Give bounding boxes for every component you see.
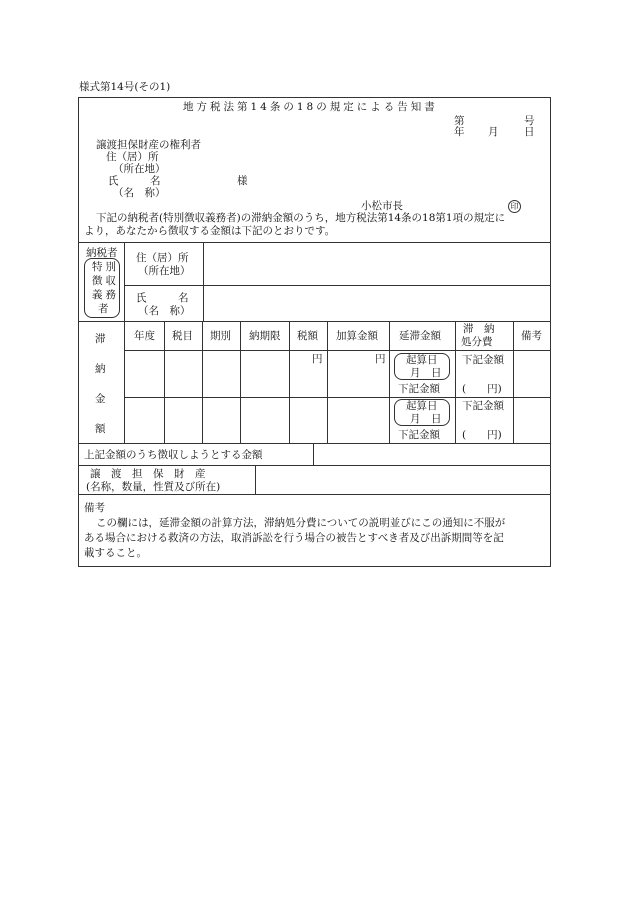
remarks-line-3: 載すること。 (84, 547, 147, 559)
disposition-below-amount: 下記金額 (462, 354, 504, 366)
divider (78, 494, 551, 495)
header-remarks: 備考 (521, 330, 542, 342)
disposition-below-amount: 下記金額 (462, 400, 504, 412)
taxpayer-address-label: 住（居）所 (136, 252, 189, 264)
recipient-heading: 譲渡担保財産の権利者 (96, 139, 201, 151)
collateral-label: 譲 渡 担 保 財 産 (90, 468, 206, 480)
column-divider (202, 321, 203, 443)
taxpayer-label-line: 徴収 (92, 275, 119, 287)
divider (124, 397, 551, 398)
taxpayer-address-sub: （所在地） (138, 265, 191, 277)
column-divider (455, 321, 456, 443)
tax-amount-unit: 円 (312, 353, 323, 365)
remarks-line-1: この欄には，延滞金額の計算方法，滞納処分費についての説明並びにこの通知に不服が (96, 517, 506, 529)
start-date-month-day: 月 日 (410, 367, 442, 379)
header-fiscal-year: 年度 (134, 330, 155, 342)
header-tax-item: 税目 (172, 330, 193, 342)
disposition-yen: ( 円) (462, 383, 502, 395)
number-go: 号 (524, 115, 535, 127)
collateral-sub: (名称，数量，性質及び所在) (86, 481, 221, 493)
divider (78, 465, 551, 466)
taxpayer-name-sub: （名 称） (138, 305, 191, 317)
recipient-sama: 様 (237, 175, 248, 187)
divider (78, 443, 551, 444)
issuer-title: 小松市長 (361, 200, 403, 212)
delinquency-below-amount: 下記金額 (398, 429, 440, 441)
remarks-heading: 備考 (84, 502, 105, 514)
column-divider (255, 465, 256, 494)
seal-icon: 印 (508, 200, 521, 213)
number-dai: 第 (454, 115, 465, 127)
divider (78, 321, 551, 322)
recipient-address-sub: （所在地） (113, 163, 166, 175)
disposition-yen: ( 円) (462, 429, 502, 441)
recipient-name-sub: （名 称） (113, 187, 166, 199)
divider (124, 285, 551, 286)
delinquency-below-amount: 下記金額 (398, 383, 440, 395)
column-divider (203, 242, 204, 321)
start-date-month-day: 月 日 (410, 413, 442, 425)
header-due-date: 納期限 (249, 330, 281, 342)
header-disposition-cost: 滞 納 (463, 323, 495, 335)
collect-amount-label: 上記金額のうち徴収しようとする金額 (84, 449, 263, 461)
recipient-address-label: 住（居）所 (106, 151, 159, 163)
column-divider (513, 321, 514, 443)
taxpayer-label-line: 特別 (92, 261, 119, 273)
taxpayer-label: 納税者 (86, 247, 118, 259)
taxpayer-label-line: 義務 (92, 289, 119, 301)
column-divider (164, 321, 165, 443)
document-title: 地方税法第14条の18の規定による告知書 (183, 101, 438, 113)
column-divider (240, 321, 241, 443)
start-date-label: 起算日 (406, 354, 438, 366)
column-divider (313, 443, 314, 465)
column-divider (124, 242, 125, 443)
date-month: 月 (488, 126, 499, 138)
notice-text-line-1: 下記の納税者(特別徴収義務者)の滞納金額のうち，地方税法第14条の18第1項の規定に (96, 212, 506, 224)
form-number-label: 様式第14号(その1) (79, 81, 171, 93)
header-period: 期別 (210, 330, 231, 342)
notice-text-line-2: より，あなたから徴収する金額は下記のとおりです。 (84, 225, 336, 237)
header-disposition-cost-2: 処分費 (461, 336, 493, 348)
taxpayer-label-line: 者 (98, 303, 109, 315)
divider (124, 350, 551, 351)
additional-amount-unit: 円 (375, 353, 386, 365)
header-delinquency-amount: 延滞金額 (399, 330, 441, 342)
remarks-line-2: ある場合における救済の方法，取消訴訟を行う場合の被告とすべき者及び出訴期間等を記 (84, 532, 504, 544)
column-divider (289, 321, 290, 443)
taxpayer-name-label: 氏 名 (136, 292, 189, 304)
arrears-side-label: 金 (95, 393, 106, 405)
column-divider (389, 321, 390, 443)
header-tax-amount: 税額 (297, 330, 318, 342)
arrears-side-label: 額 (95, 423, 106, 435)
start-date-label: 起算日 (406, 400, 438, 412)
divider (78, 242, 551, 243)
arrears-side-label: 滞 (95, 333, 106, 345)
date-day: 日 (524, 126, 535, 138)
arrears-side-label: 納 (95, 363, 106, 375)
column-divider (327, 321, 328, 443)
date-year: 年 (454, 126, 465, 138)
recipient-name-label: 氏 名 (108, 175, 161, 187)
header-additional-amount: 加算金額 (336, 330, 378, 342)
